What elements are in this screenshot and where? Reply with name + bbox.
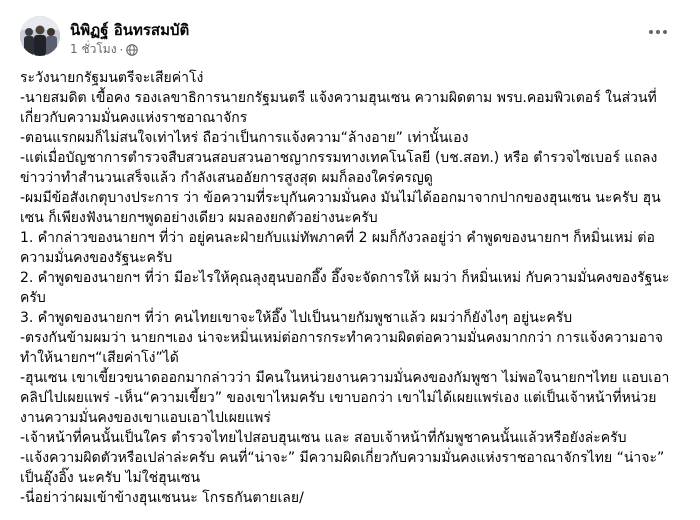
post-line: -ตรงกันข้ามผมว่า นายกฯเอง น่าจะหมิ่นเหม่ต่อการกระทำความผิดต่อความมั่นคงมากกว่า การแจ้งความอาจทำให้นายกฯ“เสียค่าโง่”ได้ [20,330,664,366]
author-name[interactable]: นิพิฏฐ์ อินทรสมบัติ [70,21,190,39]
post-line: 2. คำพูดของนายกฯ ที่ว่า มีอะไรให้คุณลุงฮุนบอกอึ๊ง อึ๊งจะจัดการให้ ผมว่า ก็หมิ่นเหม่ กับความมั่นคงของรัฐนะครับ [20,270,670,306]
post-line: -เจ้าหน้าที่คนนั้นเป็นใคร ตำรวจไทยไปสอบฮุนเซน และ สอบเจ้าหน้าที่กัมพูชาคนนั้นแล้วหรือยังล่ะครับ [20,430,627,446]
post-line: -แจ้งความผิดตัวหรือเปล่าล่ะครับ คนที่“น่าจะ” มีความผิดเกี่ยวกับความมั่นคงแห่งราชอาณาจักรไทย “น่าจะ” เป็นอุ๊งอิ๊ง นะครับ ไม่ใช่ฮุนเซน [20,450,665,486]
post-timestamp[interactable]: 1 ชั่วโมง [70,42,117,56]
globe-icon[interactable] [126,44,138,56]
post-line: -ตอนแรกผมก็ไม่สนใจเท่าไหร่ ถือว่าเป็นการแจ้งความ“ล้างอาย” เท่านั้นเอง [20,130,469,146]
meta-separator: · [119,42,124,57]
post-line-title: ระวังนายกรัฐมนตรีจะเสียค่าโง่ [20,70,204,86]
avatar-photo [20,16,60,56]
post-line: -นายสมดิต เขื้อคง รองเลขาธิการนายกรัฐมนตรี แจ้งความฮุนเซน ความผิดตาม พรบ.คอมพิวเตอร์ ในส่วนที่เกี่ยวกับความมั่นคงแห่งราชอาณาจักร [20,90,657,126]
post-header [20,16,680,64]
post-meta [70,40,138,59]
post-line: -ผมมีข้อสังเกตุบางประการ ว่า ข้อความที่ระบุกันความมั่นคง มันไม่ได้ออกมาจากปากของฮุนเซน นะครับ ฮุนเซน ก็เพียงฟังนายกฯพูดอย่างเดียว ผมลองยกตัวอย่างนะครับ [20,190,661,226]
more-options-button[interactable] [644,22,672,42]
more-horizontal-icon [648,29,668,35]
post-line: 1. คำกล่าวของนายกฯ ที่ว่า อยู่คนละฝ่ายกับแม่ทัพภาคที่ 2 ผมก็กังวลอยู่ว่า คำพูดของนายกฯ ก็หมิ่นเหม่ ต่อความมั่นคงของรัฐนะครับ [20,230,655,266]
post-line: 3. คำพูดของนายกฯ ที่ว่า คนไทยเขาจะให้อึ๊ง ไปเป็นนายกัมพูชาแล้ว ผมว่าก็ยังไงๆ อยู่นะครับ [20,310,573,326]
post-line: -แต่เมื่อบัญชาการตำรวจสืบสวนสอบสวนอาชญากรรมทางเทคโนโลยี (บช.สอท.) หรือ ตำรวจไซเบอร์ แถลงข่าวว่าทำสำนวนเสร็จแล้ว กำลังเสนออัยการสูงสุด ผมก็ลองใคร่ครญดู [20,150,658,186]
post-line: -นี่อย่าว่าผมเข้าข้างฮุนเซนนะ โกรธกันตายเลย/ [20,490,304,506]
post-body [20,68,680,508]
author-avatar[interactable] [20,16,60,56]
post-line: -ฮุนเซน เขาเขี้ยวขนาดออกมากล่าวว่า มีคนในหน่วยงานความมั่นคงของกัมพูชา ไม่พอใจนายกฯไทย แอบเอาคลิปไปเผยแพร่ -เห็น“ความเขี้ยว” ของเขาไหมครับ เขาบอกว่า เขาไม่ได้เผยแพร่เอง แต่เป็นเจ้าหน้าที่หน่วยงานความมั่นคงของเขาแอบเอาไปเผยแพร่ [20,370,670,426]
